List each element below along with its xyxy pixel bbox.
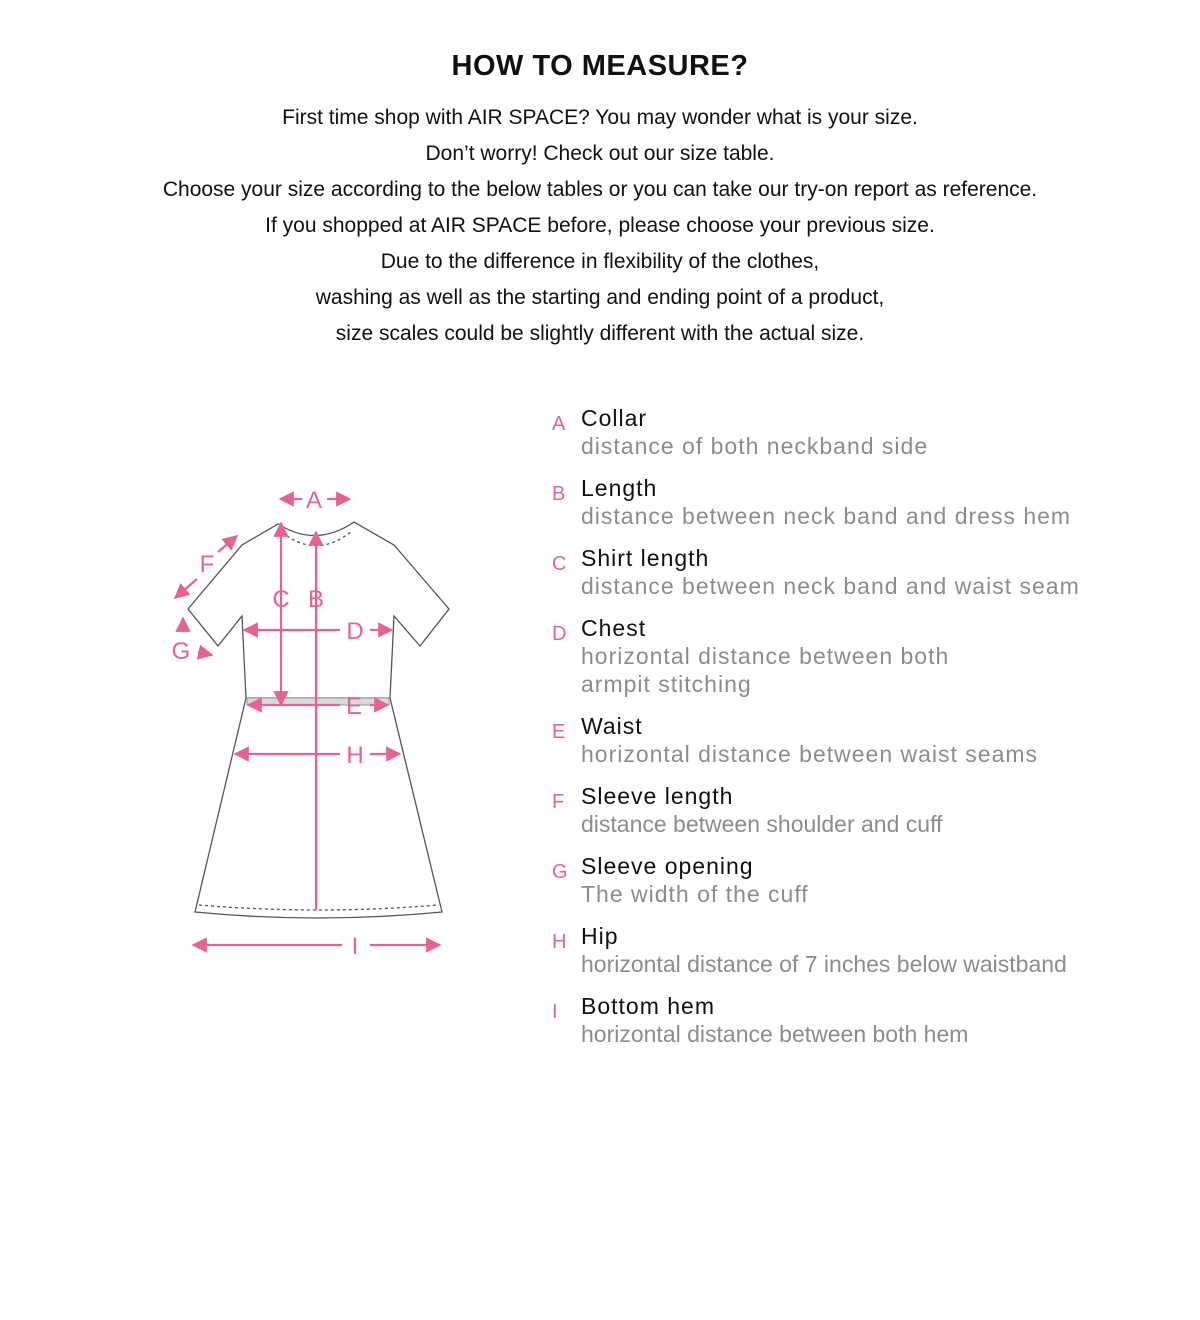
arrow-f-up [218, 536, 237, 552]
legend-name: Length [581, 475, 658, 501]
legend-letter: I [552, 1001, 558, 1023]
legend-name: Collar [581, 405, 648, 431]
intro-line: If you shopped at AIR SPACE before, please choose your previous size. [265, 214, 935, 237]
legend-name: Bottom hem [581, 993, 715, 1019]
legend-desc: horizontal distance between both hem [581, 1021, 969, 1047]
legend-letter: A [552, 413, 566, 435]
legend-item-sleeve-length [552, 782, 1192, 838]
label-i: I [351, 933, 359, 960]
legend-desc: The width of the cuff [581, 881, 809, 907]
legend-name: Sleeve opening [581, 853, 754, 879]
label-h: H [346, 742, 364, 769]
legend-name: Sleeve length [581, 783, 734, 809]
legend-item-hip [552, 922, 1192, 978]
arrow-f-down [175, 579, 197, 598]
legend-desc: distance between neck band and waist seam [581, 573, 1080, 599]
legend-desc: distance between neck band and dress hem [581, 503, 1072, 529]
legend-letter: C [552, 553, 567, 575]
legend-letter: B [552, 483, 566, 505]
intro-line: First time shop with AIR SPACE? You may wonder what is your size. [282, 106, 918, 129]
legend-item-length [552, 474, 1192, 530]
legend-item-sleeve-opening [552, 852, 1192, 908]
legend-letter: E [552, 721, 566, 743]
legend-letter: F [552, 791, 565, 813]
legend-name: Chest [581, 615, 647, 641]
legend-desc: armpit stitching [581, 671, 752, 697]
measurement-legend [552, 404, 1192, 1062]
label-e: E [345, 693, 363, 720]
legend-item-shirt-length [552, 544, 1192, 600]
label-a: A [305, 487, 323, 514]
intro-line: Don’t worry! Check out our size table. [425, 142, 775, 165]
label-f: F [199, 551, 215, 578]
dress-measurement-diagram [150, 470, 470, 970]
legend-item-waist [552, 712, 1192, 768]
arrow-g-right [198, 652, 212, 655]
legend-desc: distance of both neckband side [581, 433, 929, 459]
legend-letter: H [552, 931, 567, 953]
intro-line: Choose your size according to the below tables or you can take our try-on report as reference. [162, 178, 1038, 201]
label-g: G [171, 638, 191, 665]
label-b: B [307, 586, 325, 613]
legend-letter: G [552, 861, 568, 883]
intro-text [0, 100, 1200, 352]
legend-desc: horizontal distance between both [581, 643, 950, 669]
legend-item-collar [552, 404, 1192, 460]
legend-letter: D [552, 623, 567, 645]
legend-desc: horizontal distance of 7 inches below waistband [581, 951, 1067, 977]
legend-name: Hip [581, 923, 619, 949]
intro-line: Due to the difference in flexibility of the clothes, [380, 250, 820, 273]
intro-line: washing as well as the starting and ending point of a product, [315, 286, 885, 309]
legend-item-chest [552, 614, 1192, 698]
label-c: C [272, 586, 290, 613]
page-title: HOW TO MEASURE? [451, 50, 749, 82]
dress-outline [188, 522, 449, 918]
legend-item-bottom-hem [552, 992, 1192, 1048]
measurement-lines [175, 499, 440, 945]
legend-name: Waist [581, 713, 643, 739]
intro-line: size scales could be slightly different with the actual size. [335, 322, 865, 345]
legend-desc: horizontal distance between waist seams [581, 741, 1039, 767]
label-d: D [346, 618, 364, 645]
legend-name: Shirt length [581, 545, 710, 571]
legend-desc: distance between shoulder and cuff [581, 811, 943, 837]
